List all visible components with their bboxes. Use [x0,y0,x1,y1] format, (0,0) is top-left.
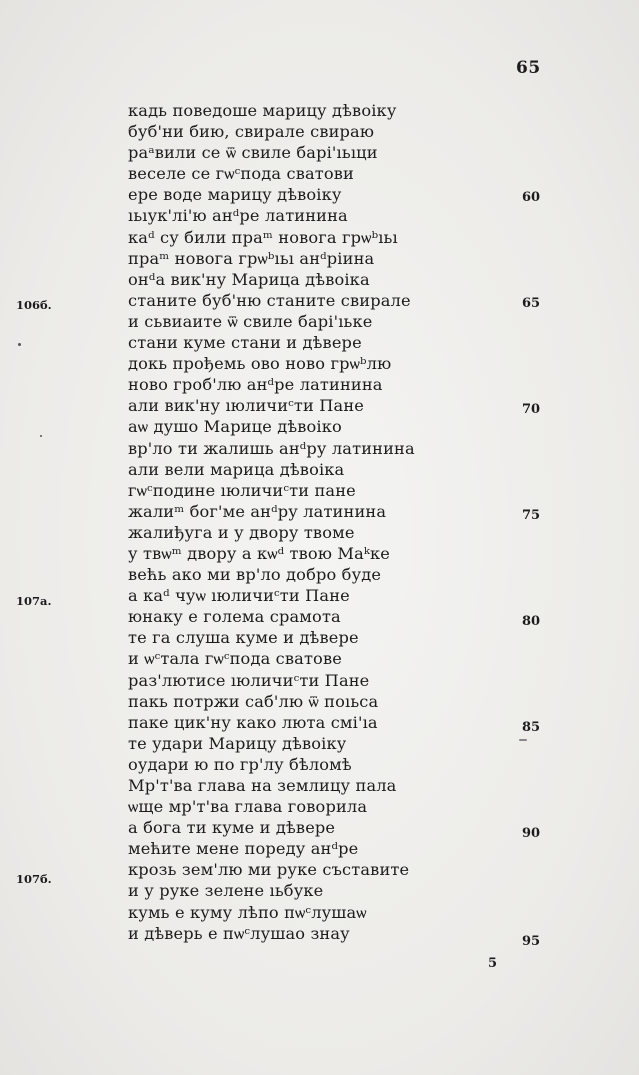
verse-line: праᵐ новога грѡᵇıьı анᵈріина [128,248,375,268]
verse-line: а бога ти куме и дѣвере [128,818,336,838]
line-number-marker: 70 [522,402,541,417]
verse-line: буб'ни бию, свирале свираю [128,122,375,142]
folio-reference: 107б. [16,872,52,886]
verse-line: оудари ю по гр'лу бѣломѣ [128,754,352,774]
verse-line: ıьıук'лі'ю анᵈре латинина [128,206,348,226]
verse-line: али вели марица дѣвоіка [128,459,345,479]
verse-line: и дѣверь е пѡᶜлушао знау [128,923,350,943]
verse-line: веселе се гѡᶜпода сватови [128,164,354,184]
folio-reference: 106б. [16,298,52,312]
verse-line: станите буб'ню станите свирале [128,290,411,310]
verse-line: пакь потржи саб'лю ѿ поıьса [128,691,379,711]
verse-line: Мр'т'ва глава на землицу пала [128,776,397,795]
line-number-marker: 60 [522,190,541,205]
verse-line: кадь поведоше марицу дѣвоіку [128,101,397,120]
verse-list [128,100,415,944]
verse-line: и ѡᶜтала гѡᶜпода сватове [128,649,342,669]
verse-line: раз'лютисе ıюличиᶜти Пане [128,670,370,690]
print-speck [18,343,21,346]
verse-line: докь прођемь ово ново грѡᵇлю [128,354,392,374]
verse-line: ере воде марицу дѣвоіку [128,185,342,205]
verse-line: аѡ душо Марице дѣвоіко [128,417,342,437]
verse-line: раᵃвили се ѿ свиле барі'ıьıци [128,143,378,163]
verse-line: те га слуша куме и дѣвере [128,628,359,648]
verse-line: а каᵈ чуѡ ıюличиᶜти Пане [128,586,350,606]
verse-line: кумь е куму лѣпо пѡᶜлушаѡ [128,902,367,922]
verse-line: онᵈа вик'ну Марица дѣвоіка [128,269,370,289]
line-number-marker: 80 [522,614,541,629]
verse-line: юнаку е голема срамота [128,607,341,627]
print-speck [519,739,527,741]
verse-line: жалиᵐ бог'ме анᵈру латинина [128,501,387,521]
verse-line: жалиђуга и у двору твоме [128,522,355,542]
verse-line: у твѡᵐ двору а кѡᵈ твою Маᵏке [128,543,390,563]
verse-line: и сьвиаите ѿ свиле барі'ıьке [128,311,373,331]
line-number-marker: 95 [522,934,541,949]
verse-line: већь ако ми вр'ло добро буде [128,565,382,585]
verse-line: гѡᶜподине ıюличиᶜти пане [128,480,356,500]
verse-line: ѡще мр'т'ва глава говорила [128,797,368,817]
verse-line: и у руке зелене ıьбуке [128,881,324,901]
verse-line: каᵈ су били праᵐ новога грѡᵇıьı [128,227,398,247]
line-number-marker: 85 [522,720,541,735]
line-number-marker: 65 [522,296,541,311]
verse-line: стани куме стани и дѣвере [128,333,362,353]
verse-line: али вик'ну ıюличиᶜти Пане [128,396,365,416]
page-number: 65 [516,58,541,78]
line-number-marker: 75 [522,508,541,523]
line-number-marker: 90 [522,826,541,841]
verse-line: те удари Марицу дѣвоіку [128,733,347,753]
print-speck [40,435,42,437]
signature-mark: 5 [488,956,498,971]
verse-line: мећите мене пореду анᵈре [128,839,359,859]
verse-line: вр'ло ти жалишь анᵈру латинина [128,438,415,458]
verse-line: паке цик'ну како люта смі'ıа [128,712,378,732]
folio-reference: 107а. [16,594,52,608]
verse-line: крозь зем'лю ми руке съставите [128,860,410,880]
verse-line: ново гроб'лю анᵈре латинина [128,375,383,395]
